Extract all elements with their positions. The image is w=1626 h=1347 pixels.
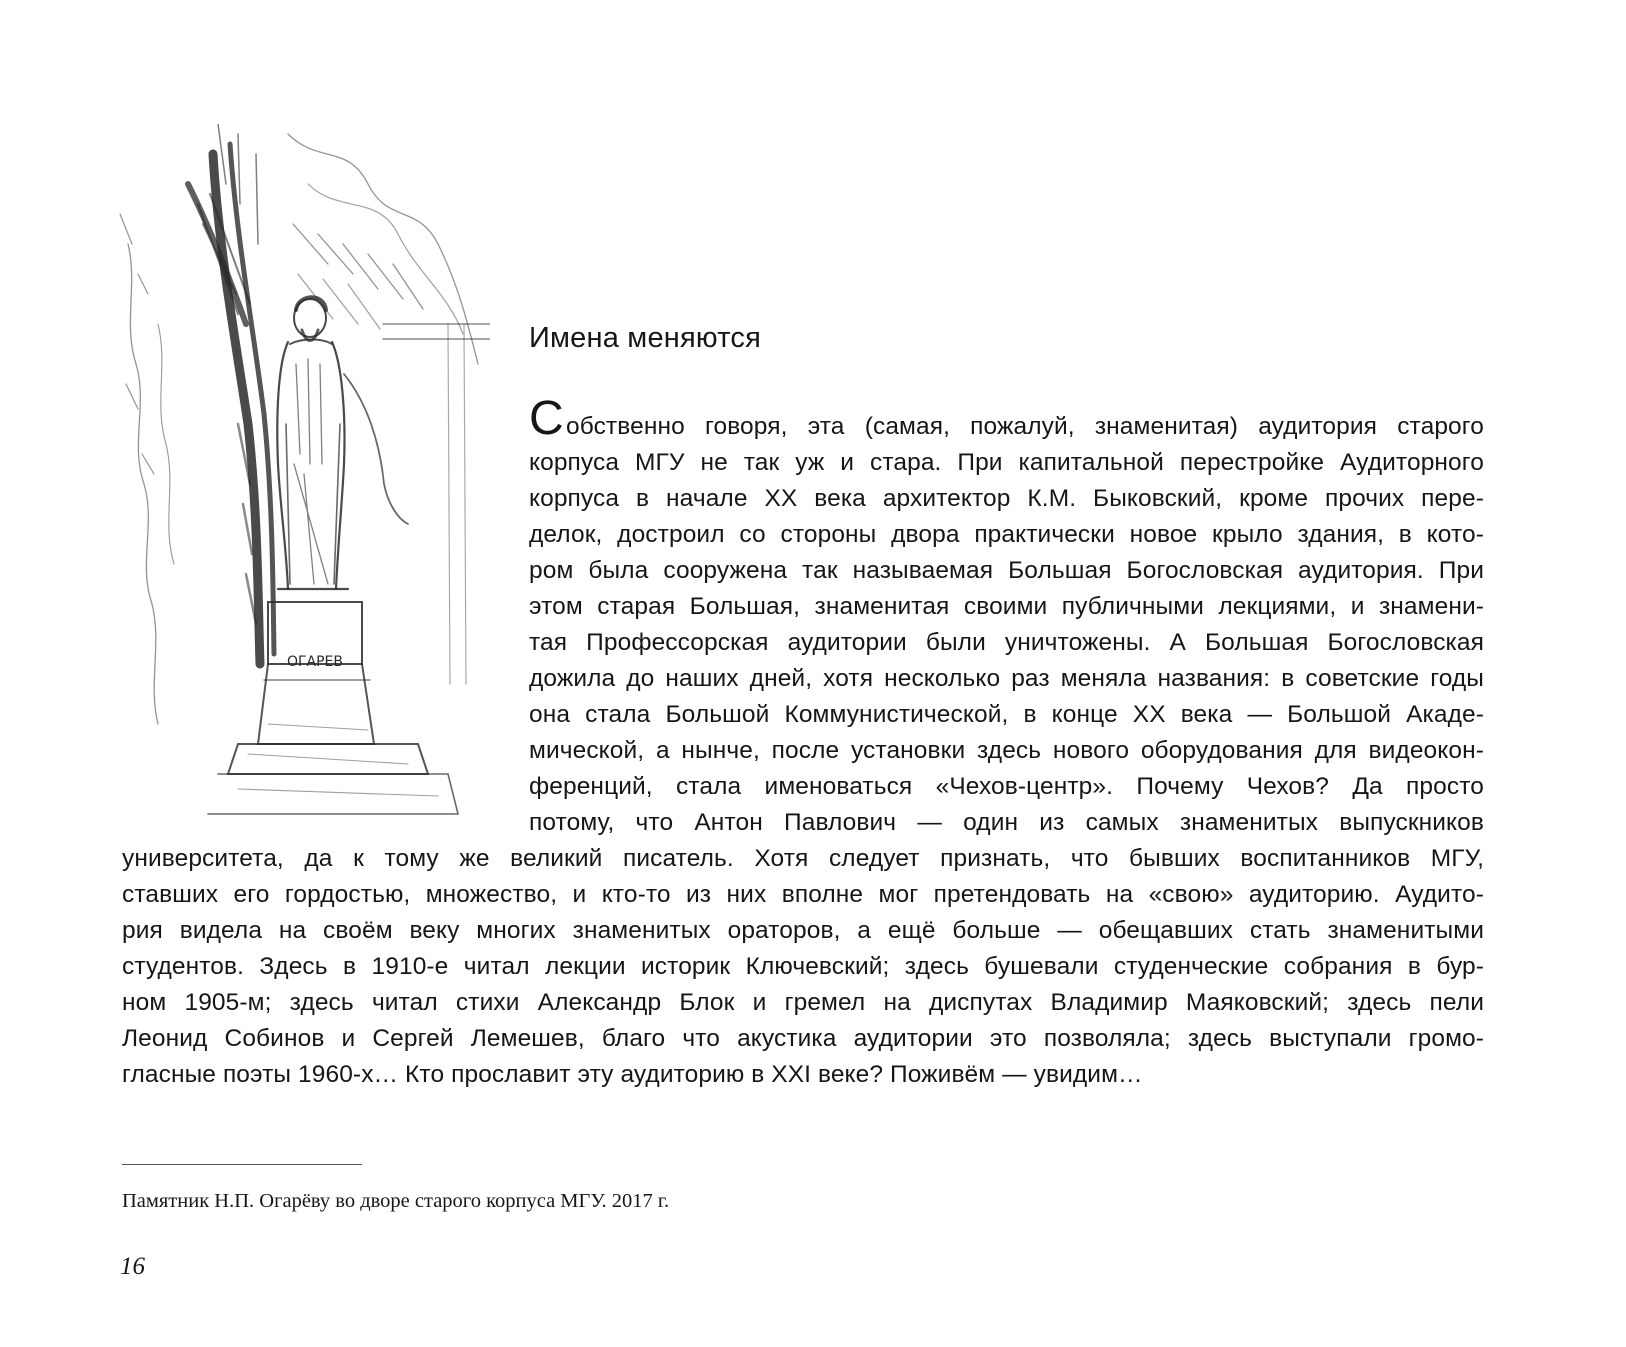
body-text-line: потому, что Антон Павлович — один из самых знаменитых выпускников: [529, 809, 1484, 836]
page-number: 16: [120, 1253, 145, 1280]
body-text-line: ном 1905-м; здесь читал стихи Александр Блок и гремел на диспутах Владимир Маяковский; здесь пели: [122, 989, 1484, 1016]
section-heading: Имена меняются: [529, 322, 761, 354]
body-text-line: тая Профессорская аудитории были уничтожены. А Большая Богословская: [529, 629, 1484, 656]
body-text-line: корпуса в начале XX века архитектор К.М. Быковский, кроме прочих пере-: [529, 485, 1484, 512]
pencil-sketch-ogarev-monument: [118, 124, 490, 840]
pedestal-inscription: ОГАРЕВ: [286, 654, 344, 670]
body-text-line: этом старая Большая, знаменитая своими публичными лекциями, и знамени-: [529, 593, 1484, 620]
body-text-line: Леонид Собинов и Сергей Лемешев, благо что акустика аудитории это позволяла; здесь выступали громо-: [122, 1025, 1484, 1052]
body-text-line: ром была сооружена так называемая Большая Богословская аудитория. При: [529, 557, 1484, 584]
drop-cap: С: [529, 392, 564, 445]
image-caption: Памятник Н.П. Огарёву во дворе старого корпуса МГУ. 2017 г.: [122, 1190, 670, 1212]
body-text-line: обственно говоря, эта (самая, пожалуй, знаменитая) аудитория старого: [566, 413, 1484, 440]
body-text-line: студентов. Здесь в 1910-е читал лекции историк Ключевский; здесь бушевали студенческие собрания в бур-: [122, 953, 1484, 980]
body-text-line: корпуса МГУ не так уж и стара. При капитальной перестройке Аудиторного: [529, 449, 1484, 476]
body-text-line: ставших его гордостью, множество, и кто-то из них вполне мог претендовать на «свою» аудиторию. Аудито-: [122, 881, 1484, 908]
body-text-line: ференций, стала именоваться «Чехов-центр». Почему Чехов? Да просто: [529, 773, 1484, 800]
body-text-line: мической, а нынче, после установки здесь нового оборудования для видеокон-: [529, 737, 1484, 764]
body-text-line: рия видела на своём веку многих знаменитых ораторов, а ещё больше — обещавших стать знаменитыми: [122, 917, 1484, 944]
body-text-line: она стала Большой Коммунистической, в конце XX века — Большой Акаде-: [529, 701, 1484, 728]
body-text-line: гласные поэты 1960-х… Кто прославит эту аудиторию в XXI веке? Поживём — увидим…: [122, 1061, 1143, 1088]
body-text-line: дожила до наших дней, хотя несколько раз меняла названия: в советские годы: [529, 665, 1484, 692]
body-text-line: делок, достроил со стороны двора практически новое крыло здания, в кото-: [529, 521, 1484, 548]
footnote-rule: [122, 1164, 362, 1165]
body-text-line: университета, да к тому же великий писатель. Хотя следует признать, что бывших воспитанников МГУ,: [122, 845, 1484, 872]
